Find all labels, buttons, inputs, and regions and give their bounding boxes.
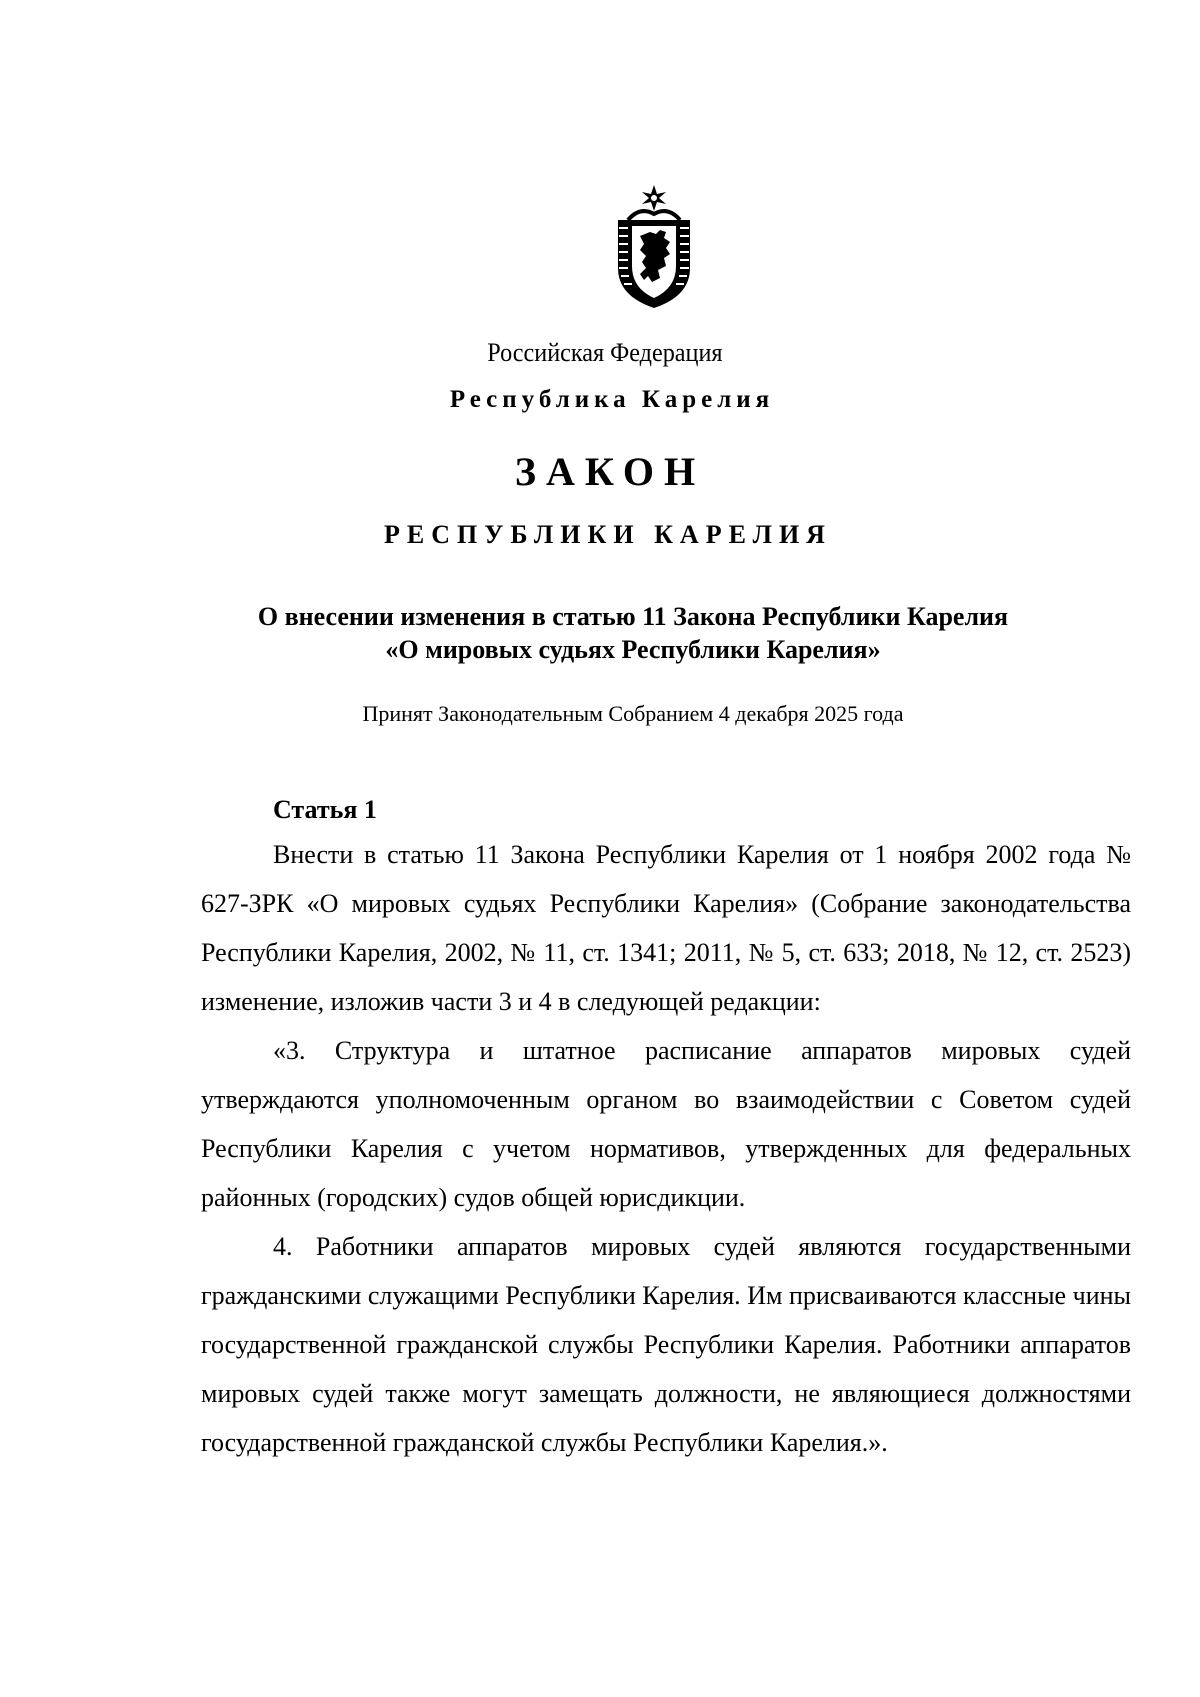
- document-type-subtitle: РЕСПУБЛИКИ КАРЕЛИЯ: [384, 520, 832, 549]
- document-type: ЗАКОН: [514, 449, 706, 494]
- article-paragraph-2: «3. Структура и штатное расписание аппаратов мировых судей утверждаются уполномоченным органом во взаимодействии с Советом судей Республики Карелия с учетом нормативов, утвержденных для федеральных районных (городских) судов общей юрисдикции.: [201, 1036, 1131, 1212]
- law-title-line-2: «О мировых судьях Республики Карелия»: [385, 635, 881, 664]
- adoption-note: Принят Законодательным Собранием 4 декабря 2025 года: [362, 701, 904, 726]
- law-title: [0, 600, 1200, 666]
- republic-name: Республика Карелия: [449, 386, 775, 413]
- article-paragraph-1: Внести в статью 11 Закона Республики Карелия от 1 ноября 2002 года № 627-ЗРК «О мировых судьях Республики Карелия» (Собрание законодательства Республики Карелия, 2002, № 11, ст. 1341; 2011, № 5, ст. 633; 2018, № 12, ст. 2523) изменение, изложив части 3 и 4 в следующей редакции:: [201, 840, 1131, 1016]
- country-name: [47, 336, 1163, 370]
- law-title-line-1: О внесении изменения в статью 11 Закона Республики Карелия: [257, 602, 1009, 631]
- article-heading: Статья 1: [273, 795, 377, 824]
- karelia-coat-of-arms-icon: [610, 184, 698, 312]
- article-paragraph-3: 4. Работники аппаратов мировых судей являются государственными гражданскими служащими Республики Карелия. Им присваиваются классные чины государственной гражданской службы Республики Карелия. Работники аппаратов мировых судей также могут замещать должности, не являющиеся должностями государственной гражданской службы Республики Карелия.».: [201, 1232, 1131, 1457]
- article-body: [201, 790, 1131, 1467]
- country-name-text: Российская Федерация: [487, 338, 723, 367]
